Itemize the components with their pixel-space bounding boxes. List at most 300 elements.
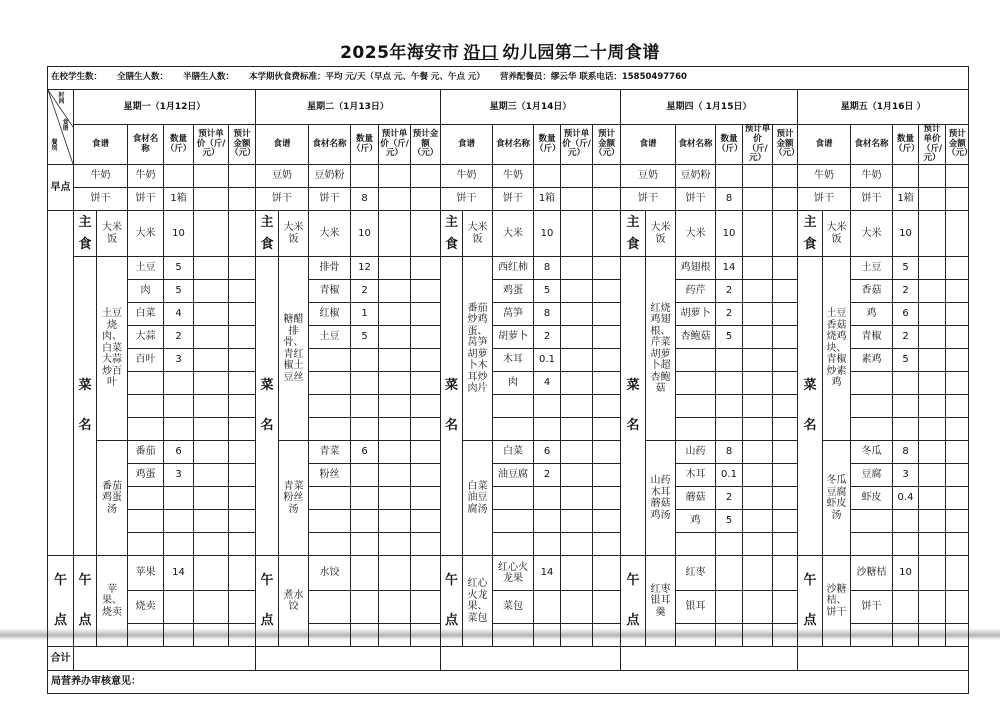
quantity [351, 165, 379, 188]
unit-price [743, 556, 773, 591]
unit-price [919, 211, 946, 257]
unit-price [194, 556, 229, 591]
amount [773, 211, 798, 257]
ingredient-name: 大蒜 [128, 326, 164, 349]
breakfast-row [48, 165, 969, 188]
quantity [893, 395, 919, 418]
amount [773, 464, 798, 487]
ingredient-name: 土豆 [851, 257, 893, 280]
amount [773, 418, 798, 441]
snack-row [48, 556, 969, 591]
amount [411, 441, 441, 464]
ingredient-name [309, 349, 351, 372]
ingredient-name: 大米 [309, 211, 351, 257]
ingredient-name: 饼干 [851, 188, 893, 211]
breakfast-dish: 饼干 [256, 188, 309, 211]
quantity: 5 [893, 257, 919, 280]
unit-price [919, 165, 946, 188]
amount [229, 591, 256, 624]
quantity: 8 [534, 257, 561, 280]
ingredient-name [851, 510, 893, 533]
quantity: 2 [716, 280, 743, 303]
unit-price [194, 487, 229, 510]
corner-recipe: 食谱 [62, 119, 69, 132]
breakfast-dish: 豆奶 [256, 165, 309, 188]
audit-row [48, 671, 969, 694]
amount [411, 349, 441, 372]
unit-price [379, 280, 411, 303]
quantity [164, 372, 194, 395]
quantity [534, 510, 561, 533]
ingredient-name: 豆奶粉 [309, 165, 351, 188]
unit-price [194, 326, 229, 349]
amount [773, 188, 798, 211]
ingredient-name: 牛奶 [493, 165, 534, 188]
unit-price [379, 556, 411, 591]
unit-price [194, 211, 229, 257]
unit-price [743, 303, 773, 326]
total-label: 合计 [48, 647, 74, 671]
ingredient-name: 鸡蛋 [493, 280, 534, 303]
amount [946, 533, 969, 556]
ingredient-name [493, 418, 534, 441]
amount [946, 464, 969, 487]
amount [773, 395, 798, 418]
quantity: 12 [351, 257, 379, 280]
unit-price [194, 624, 229, 647]
staple-row [48, 211, 969, 257]
quantity [534, 624, 561, 647]
staple-dish: 大米饭 [823, 211, 851, 257]
quantity: 2 [716, 487, 743, 510]
title-location: 沿口 [463, 43, 499, 63]
breakfast-dish: 饼干 [74, 188, 128, 211]
amount [229, 464, 256, 487]
quantity: 0.4 [893, 487, 919, 510]
quantity: 3 [164, 349, 194, 372]
ingredient-name: 青椒 [309, 280, 351, 303]
ingredient-name: 百叶 [128, 349, 164, 372]
amount [946, 418, 969, 441]
unit-price [194, 372, 229, 395]
amount [229, 326, 256, 349]
ingredient-name: 烧卖 [128, 591, 164, 624]
breakfast-dish: 饼干 [621, 188, 676, 211]
day-header: 星期五（1月16日 ） [798, 90, 969, 125]
ingredient-name [676, 372, 716, 395]
snack-sub-label: 午点 [798, 556, 823, 647]
ingredient-name: 菜包 [493, 591, 534, 624]
quantity: 5 [534, 280, 561, 303]
page-title [0, 38, 1000, 63]
unit-price [194, 188, 229, 211]
staple-dish: 大米饭 [646, 211, 676, 257]
quantity [716, 556, 743, 591]
snack-sub-label: 午点 [621, 556, 646, 647]
ingredient-name: 素鸡 [851, 349, 893, 372]
unit-price [194, 395, 229, 418]
amount [411, 556, 441, 591]
breakfast-dish: 饼干 [441, 188, 493, 211]
quantity [351, 533, 379, 556]
dish-label: 菜名 [256, 257, 279, 556]
quantity: 5 [164, 280, 194, 303]
amount [946, 441, 969, 464]
main-dish-name: 土豆香菇烧鸡块、青椒炒素鸡 [823, 257, 851, 441]
unit-price [379, 510, 411, 533]
ingredient-name [309, 372, 351, 395]
day-total [798, 647, 969, 671]
quantity: 8 [893, 441, 919, 464]
quantity [893, 533, 919, 556]
day-header: 星期一（1月12日） [74, 90, 256, 125]
col-qty: 数量（斤） [716, 125, 743, 165]
amount [773, 257, 798, 280]
ingredient-name [128, 372, 164, 395]
unit-price [379, 487, 411, 510]
quantity [716, 395, 743, 418]
ingredient-name: 杏鲍菇 [676, 326, 716, 349]
amount [411, 165, 441, 188]
ingredient-name: 木耳 [676, 464, 716, 487]
unit-price [919, 533, 946, 556]
unit-price [561, 418, 593, 441]
breakfast-dish: 牛奶 [798, 165, 851, 188]
amount [229, 510, 256, 533]
quantity: 4 [164, 303, 194, 326]
amount [229, 533, 256, 556]
day-total [621, 647, 798, 671]
staple-label: 主食 [256, 211, 279, 257]
ingredient-name [676, 624, 716, 647]
snack-name: 红枣银耳羹 [646, 556, 676, 647]
ingredient-name [128, 395, 164, 418]
day-header: 星期二（1月13日） [256, 90, 441, 125]
ingredient-name [851, 395, 893, 418]
amount [411, 464, 441, 487]
quantity [351, 395, 379, 418]
unit-price [919, 372, 946, 395]
unit-price [743, 624, 773, 647]
corner-time: 时间 [58, 92, 65, 105]
ingredient-name: 饼干 [851, 591, 893, 624]
unit-price [743, 418, 773, 441]
dish-label: 菜名 [74, 257, 97, 556]
quantity: 10 [534, 211, 561, 257]
unit-price [919, 487, 946, 510]
unit-price [194, 349, 229, 372]
col-amount: 预计金额（元） [411, 125, 441, 165]
unit-price [194, 280, 229, 303]
col-amount: 预计金额（元） [946, 125, 969, 165]
quantity [164, 510, 194, 533]
ingredient-name [851, 418, 893, 441]
ingredient-name [676, 418, 716, 441]
ingredient-name [128, 510, 164, 533]
amount [946, 303, 969, 326]
unit-price [379, 257, 411, 280]
quantity: 8 [716, 188, 743, 211]
unit-price [379, 591, 411, 624]
col-price: 预计单价（斤/元） [561, 125, 593, 165]
unit-price [561, 591, 593, 624]
col-recipe: 食谱 [441, 125, 493, 165]
amount [411, 257, 441, 280]
quantity [351, 487, 379, 510]
unit-price [561, 395, 593, 418]
day-header-row [48, 90, 969, 125]
ingredient-name [493, 510, 534, 533]
amount [773, 556, 798, 591]
unit-price [919, 280, 946, 303]
ingredient-name: 红椒 [309, 303, 351, 326]
unit-price [919, 303, 946, 326]
weekly-menu-table [47, 66, 973, 694]
snack-sub-label: 午点 [74, 556, 97, 647]
quantity: 5 [893, 349, 919, 372]
quantity: 0.1 [534, 349, 561, 372]
ingredient-name: 土豆 [309, 326, 351, 349]
amount [411, 624, 441, 647]
quantity: 6 [351, 441, 379, 464]
col-amount: 预计金额（元） [773, 125, 798, 165]
ingredient-name [128, 624, 164, 647]
breakfast-dish: 饼干 [798, 188, 851, 211]
ingredient-name: 白菜 [128, 303, 164, 326]
quantity: 5 [164, 257, 194, 280]
quantity [164, 165, 194, 188]
ingredient-name: 饼干 [128, 188, 164, 211]
unit-price [379, 464, 411, 487]
day-total [441, 647, 621, 671]
quantity: 5 [351, 326, 379, 349]
col-recipe: 食谱 [74, 125, 128, 165]
ingredient-name [851, 533, 893, 556]
amount [229, 303, 256, 326]
ingredient-name: 饼干 [676, 188, 716, 211]
col-amount: 预计金额（元） [593, 125, 621, 165]
main-dish-name: 番茄炒鸡蛋、莴笋胡萝卜木耳炒肉片 [463, 257, 493, 441]
amount [946, 188, 969, 211]
unit-price [561, 165, 593, 188]
quantity: 8 [351, 188, 379, 211]
quantity [351, 464, 379, 487]
staple-dish: 大米饭 [463, 211, 493, 257]
quantity: 10 [716, 211, 743, 257]
info-row [48, 67, 969, 90]
quantity [893, 591, 919, 624]
corner-header [48, 90, 74, 165]
amount [593, 591, 621, 624]
quantity [716, 165, 743, 188]
unit-price [379, 303, 411, 326]
unit-price [194, 591, 229, 624]
ingredient-name: 番茄 [128, 441, 164, 464]
staple-label: 主食 [441, 211, 463, 257]
quantity [351, 372, 379, 395]
unit-price [743, 464, 773, 487]
ingredient-name: 豆奶粉 [676, 165, 716, 188]
column-header-row [48, 125, 969, 165]
unit-price [919, 441, 946, 464]
amount [946, 591, 969, 624]
col-ingredient: 食材名称 [851, 125, 893, 165]
amount [411, 326, 441, 349]
ingredient-name: 西红柿 [493, 257, 534, 280]
ingredient-name: 苹果 [128, 556, 164, 591]
quantity [534, 418, 561, 441]
ingredient-name: 饼干 [493, 188, 534, 211]
col-qty: 数量（斤） [351, 125, 379, 165]
ingredient-name: 鸡 [851, 303, 893, 326]
quantity: 10 [893, 556, 919, 591]
amount [946, 487, 969, 510]
ingredient-name: 银耳 [676, 591, 716, 624]
unit-price [561, 533, 593, 556]
quantity [351, 418, 379, 441]
quantity: 1箱 [893, 188, 919, 211]
amount [411, 487, 441, 510]
unit-price [561, 303, 593, 326]
unit-price [919, 349, 946, 372]
ingredient-name: 鸡 [676, 510, 716, 533]
amount [229, 418, 256, 441]
unit-price [194, 441, 229, 464]
quantity [893, 372, 919, 395]
amount [946, 372, 969, 395]
unit-price [743, 188, 773, 211]
ingredient-name [493, 533, 534, 556]
quantity [351, 591, 379, 624]
quantity [716, 372, 743, 395]
quantity: 1箱 [534, 188, 561, 211]
breakfast-dish: 豆奶 [621, 165, 676, 188]
quantity [716, 533, 743, 556]
unit-price [561, 624, 593, 647]
ingredient-name: 饼干 [309, 188, 351, 211]
amount [593, 418, 621, 441]
fee-standard: 本学期伙食费标准：平均 元/天（早点 元、午餐 元、午点 元） [248, 72, 485, 83]
quantity: 1箱 [164, 188, 194, 211]
quantity: 10 [164, 211, 194, 257]
unit-price [194, 418, 229, 441]
ingredient-name [851, 624, 893, 647]
amount [946, 326, 969, 349]
ingredient-name: 香菇 [851, 280, 893, 303]
staple-dish: 大米饭 [97, 211, 128, 257]
amount [946, 211, 969, 257]
ingredient-name: 排骨 [309, 257, 351, 280]
amount [773, 441, 798, 464]
full-meal-count: 全膳生人数： [116, 72, 168, 83]
students-count: 在校学生数： [51, 72, 103, 83]
snack-label: 午点 [48, 556, 74, 647]
quantity: 8 [716, 441, 743, 464]
quantity: 2 [534, 326, 561, 349]
dish-label: 菜名 [441, 257, 463, 556]
unit-price [561, 280, 593, 303]
quantity: 1 [351, 303, 379, 326]
amount [946, 280, 969, 303]
quantity [164, 395, 194, 418]
quantity [164, 487, 194, 510]
ingredient-name: 土豆 [128, 257, 164, 280]
unit-price [743, 372, 773, 395]
unit-price [743, 395, 773, 418]
staple-label: 主食 [621, 211, 646, 257]
quantity: 2 [534, 464, 561, 487]
snack-sub-label: 午点 [256, 556, 279, 647]
unit-price [919, 556, 946, 591]
amount [946, 556, 969, 591]
snack-name: 沙糖桔、饼干 [823, 556, 851, 647]
quantity: 2 [351, 280, 379, 303]
quantity: 14 [716, 257, 743, 280]
unit-price [743, 349, 773, 372]
amount [593, 464, 621, 487]
half-meal-count: 半膳生人数： [182, 72, 234, 83]
quantity: 8 [534, 303, 561, 326]
ingredient-name [309, 591, 351, 624]
ingredient-name [128, 418, 164, 441]
unit-price [561, 349, 593, 372]
unit-price [743, 280, 773, 303]
snack-sub-label: 午点 [441, 556, 463, 647]
unit-price [194, 464, 229, 487]
soup-row [48, 441, 969, 464]
day-header: 星期三（1月14日） [441, 90, 621, 125]
ingredient-name [128, 487, 164, 510]
staple-dish: 大米饭 [279, 211, 309, 257]
amount [773, 591, 798, 624]
unit-price [919, 510, 946, 533]
ingredient-name: 水饺 [309, 556, 351, 591]
main-dish-row [48, 257, 969, 280]
quantity [534, 591, 561, 624]
ingredient-name [493, 624, 534, 647]
col-price: 预计单价（斤/元） [194, 125, 229, 165]
amount [411, 211, 441, 257]
quantity: 0.1 [716, 464, 743, 487]
unit-price [379, 372, 411, 395]
unit-price [379, 188, 411, 211]
amount [593, 487, 621, 510]
ingredient-name: 木耳 [493, 349, 534, 372]
quantity: 14 [164, 556, 194, 591]
amount [593, 257, 621, 280]
soup-name: 青菜粉丝汤 [279, 441, 309, 556]
amount [946, 165, 969, 188]
col-qty: 数量（斤） [164, 125, 194, 165]
unit-price [194, 510, 229, 533]
main-dish-name: 土豆烧肉、白菜大蒜炒百叶 [97, 257, 128, 441]
snack-name: 红心火龙果、菜包 [463, 556, 493, 647]
unit-price [919, 188, 946, 211]
title-suffix: 幼儿园第二十周食谱 [502, 43, 660, 63]
col-price: 预计单价（斤/元） [379, 125, 411, 165]
amount [229, 441, 256, 464]
unit-price [919, 418, 946, 441]
amount [229, 487, 256, 510]
unit-price [743, 326, 773, 349]
amount [229, 188, 256, 211]
ingredient-name: 沙糖桔 [851, 556, 893, 591]
unit-price [743, 591, 773, 624]
total-row [48, 647, 969, 671]
amount [411, 303, 441, 326]
quantity: 2 [893, 280, 919, 303]
snack-name: 苹果、烧卖 [97, 556, 128, 647]
